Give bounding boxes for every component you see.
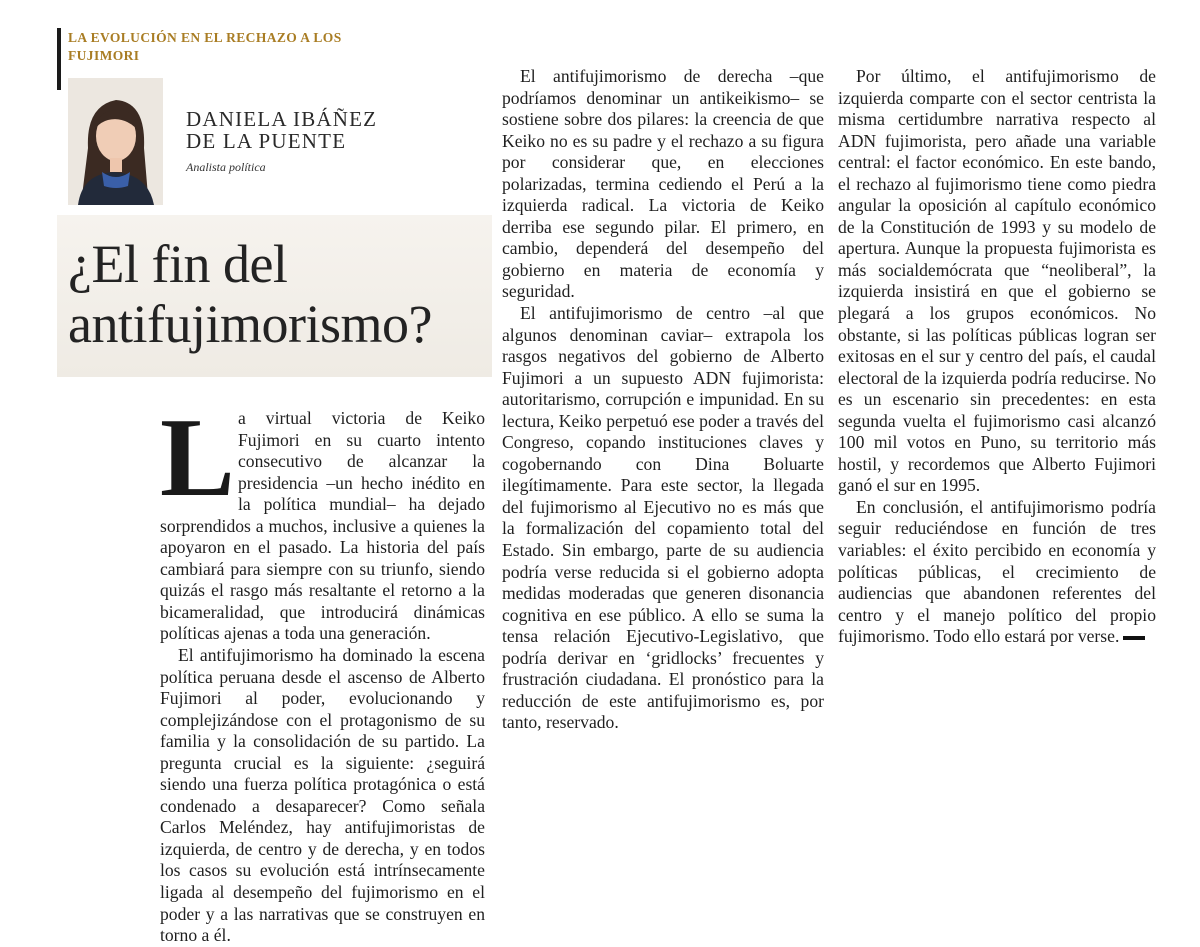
paragraph-2: El antifujimorismo ha dominado la escena política peruana desde el ascenso de Alberto Fujimori al poder, evolucionando y complejizándose con el protagonismo de su familia y la consolidación de su partido. La pregunta crucial es la siguiente: ¿seguirá siendo una fuerza política protagónica o está condenado a desaparecer? Como señala Carlos Meléndez, hay antifujimoristas de izquierda, de centro y de derecha, y en todos los casos su evolución está intrínsecamente ligada al desempeño del fujimorismo en el poder y a las narrativas que se construyen en torno a él. [160,645,485,946]
article-column-1 [160,396,485,947]
end-mark [1123,636,1145,640]
dropcap: L [160,396,235,520]
article-column-2 [502,66,824,734]
paragraph-5: Por último, el antifujimorismo de izquierda comparte con el sector centrista la misma certidumbre narrativa respecto al ADN fujimorista, pero añade una variable central: el factor económico. En este bando, el rechazo al fujimorismo tiene como piedra angular la oposición al capítulo económico de la Constitución de 1993 y su modelo de apertura. Aunque la propuesta fujimorista es más socialdemócrata que “neoliberal”, la izquierda insistirá en que el gobierno se plegará a los grupos económicos. No obstante, si las políticas públicas logran ser exitosas en el sur y centro del país, el caudal electoral de la izquierda podría reducirse. No es un escenario sin precedentes: en esta segunda vuelta el fujimorismo casi alcanzó 100 mil votos en Puno, su territorio más hostil, y recordemos que Alberto Fujimori ganó el sur en 1995. [838,66,1156,496]
paragraph-6-text: En conclusión, el antifujimorismo podría seguir reduciéndose en función de tres variables: el éxito percibido en economía y políticas públicas, el crecimiento de audiencias que abandonen referentes del centro y el manejo político del propio fujimorismo. Todo ello estará por verse. [838,496,1156,647]
paragraph-1: a virtual victoria de Keiko Fujimori en su cuarto intento consecutivo de alcanzar la presidencia –un hecho inédito en la política mundial– ha dejado sorprendidos a muchos, inclusive a quienes la apoyaron en el pasado. La historia del país cambiará para siempre con su triunfo, siendo quizás el rasgo más resaltante el retorno a la bicameralidad, que introducirá dinámicas políticas ajenas a toda una generación. [160,408,485,644]
section-label: LA EVOLUCIÓN EN EL RECHAZO A LOS FUJIMORI [68,30,342,63]
paragraph-6 [838,497,1156,648]
author-role: Analista política [186,160,266,174]
author-block [186,108,386,175]
paragraph-3: El antifujimorismo de derecha –que podríamos denominar un antikeikismo– se sostiene sobre dos pilares: la creencia de que Keiko no es su padre y el rechazo a su figura por considerar que, en elecciones polarizadas, termina cediendo el Perú a la izquierda radical. La victoria de Keiko derriba ese segundo pilar. El primero, en cambio, dependerá del desempeño del gobierno en materia de economía y seguridad. [502,66,824,302]
article-column-3 [838,66,1156,648]
paragraph-4: El antifujimorismo de centro –al que algunos denominan caviar– extrapola los rasgos negativos del gobierno de Alberto Fujimori a un supuesto ADN fujimorista: autoritarismo, corrupción e impunidad. En su lectura, Keiko perpetuó ese poder a través del Congreso, copando instituciones claves y cogobernando con Dina Boluarte ilegítimamente. Para este sector, la llegada del fujimorismo al Ejecutivo no es más que la formalización del copamiento total del Estado. Sin embargo, parte de su audiencia podría verse reducida si el gobierno adopta medidas moderadas que generen disonancia cognitiva en ese público. A ello se suma la tensa relación Ejecutivo-Legislativo, que podría derivar en ‘gridlocks’ frecuentes y frustración ciudadana. El pronóstico para la reducción de este antifujimorismo es, por tanto, reservado. [502,303,824,733]
headline: ¿El fin del antifujimorismo? [68,234,432,354]
author-name: DANIELA IBÁÑEZ DE LA PUENTE [186,107,378,153]
author-photo [68,78,163,205]
section-bar [57,28,61,90]
